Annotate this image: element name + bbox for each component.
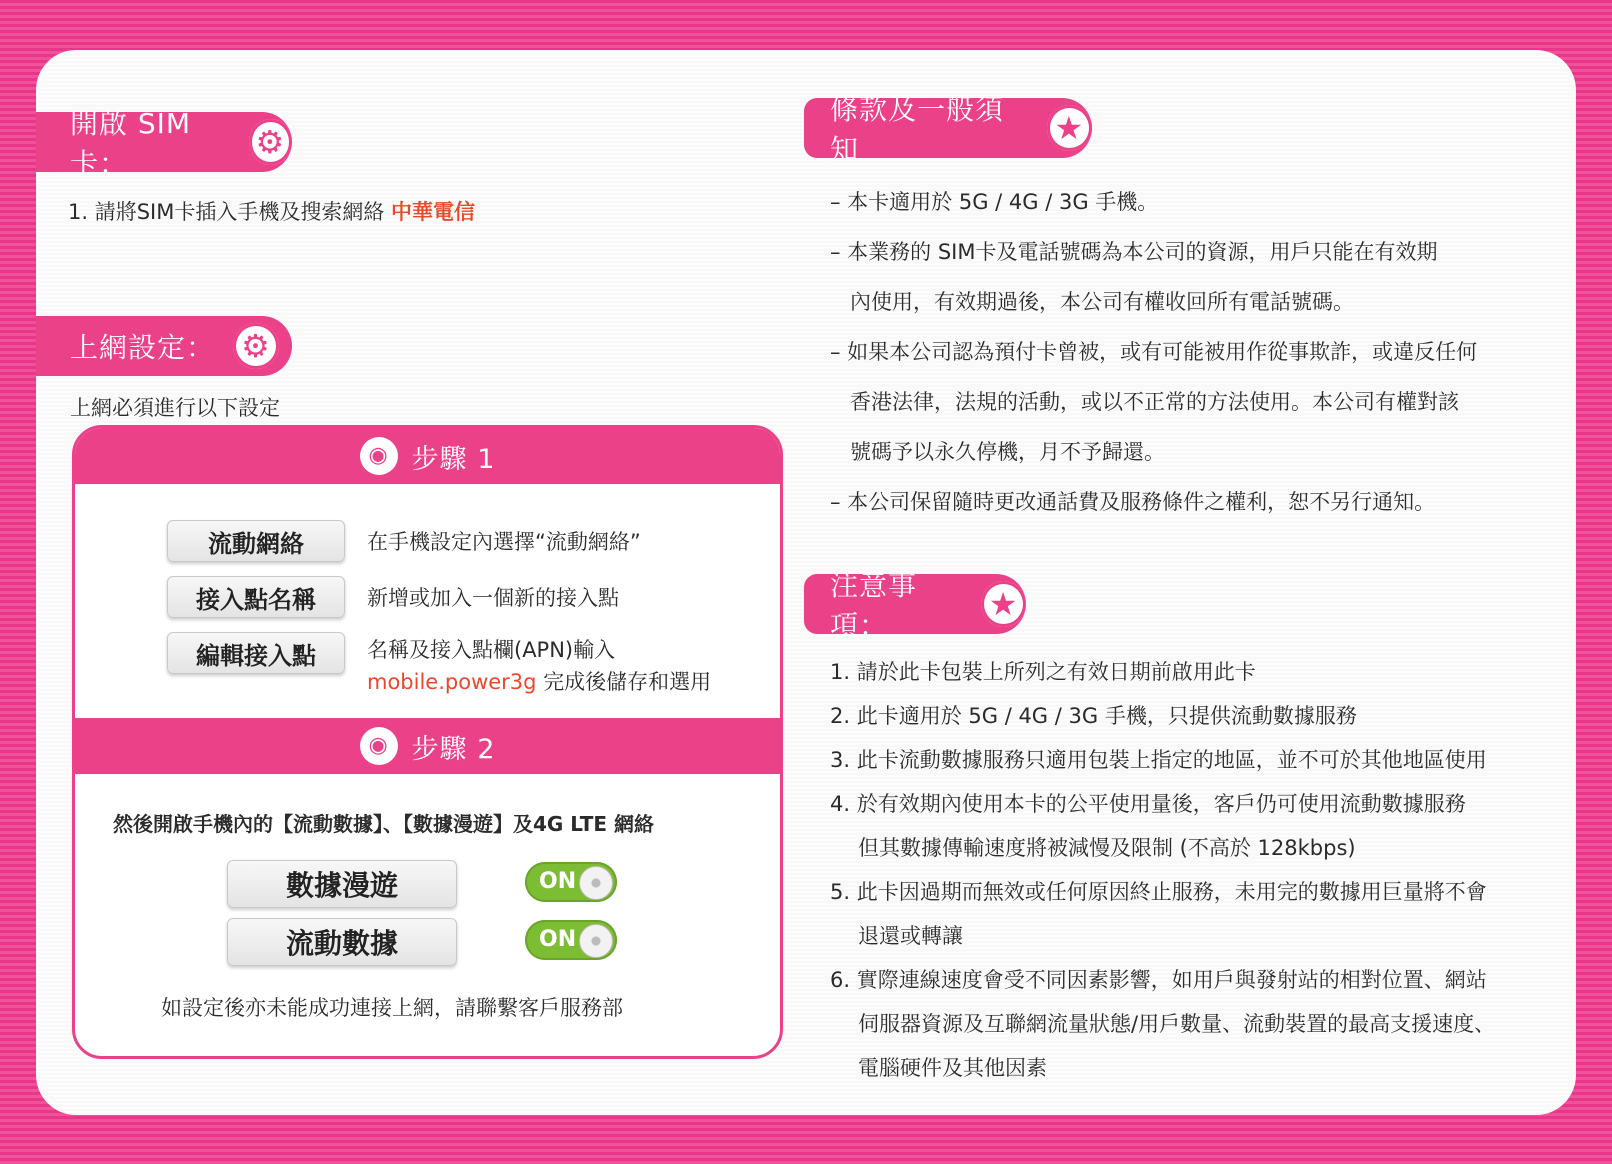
sim-activation-header <box>36 107 292 180</box>
toggle-knob <box>579 924 613 958</box>
notes-line: 電腦硬件及其他因素 <box>858 1056 1047 1080</box>
mobile-network-desc: 在手機設定內選擇“流動網絡” <box>367 530 641 554</box>
toggle-state: ON <box>539 869 577 894</box>
sim-step-label: 1. 請將SIM卡插入手機及搜索網絡 <box>68 200 385 224</box>
step1-bar <box>75 428 780 484</box>
terms-header <box>804 93 1092 166</box>
toggle-state: ON <box>539 927 577 952</box>
toggle-knob <box>579 866 613 900</box>
gear-icon: ⚙ <box>233 323 279 369</box>
terms-title: 條款及一般須知 <box>830 93 1005 166</box>
support-footer: 如設定後亦未能成功連接上網，請聯繫客戶服務部 <box>161 996 623 1020</box>
notes-line: 4. 於有效期內使用本卡的公平使用量後，客戶仍可使用流動數據服務 <box>830 792 1466 816</box>
star-icon: ★ <box>1047 105 1092 151</box>
sim-activation-title: 開啟 SIM卡： <box>70 107 192 180</box>
apn-value-line <box>367 666 711 696</box>
eye-icon: ◉ <box>360 727 398 765</box>
terms-line: – 本卡適用於 5G / 4G / 3G 手機。 <box>830 190 1159 214</box>
data-roaming-label-button: 數據漫遊 <box>227 860 457 908</box>
terms-line: 號碼予以永久停機，月不予歸還。 <box>850 440 1165 464</box>
step2-title: 步驟 2 <box>411 733 496 765</box>
carrier-name: 中華電信 <box>391 200 476 224</box>
apn-value: mobile.power3g <box>367 670 537 694</box>
step2-bar <box>75 718 780 774</box>
apn-suffix: 完成後儲存和選用 <box>543 670 712 694</box>
network-settings-header <box>36 316 292 376</box>
mobile-network-button[interactable]: 流動網絡 <box>167 520 345 562</box>
step2-instruction: 然後開啟手機內的【流動數據】、【數據漫遊】及4G LTE 網絡 <box>113 812 654 836</box>
edit-apn-desc: 名稱及接入點欄(APN)輸入 <box>367 638 616 662</box>
star-icon: ★ <box>981 581 1026 627</box>
data-roaming-toggle[interactable] <box>525 862 617 902</box>
notes-line: 1. 請於此卡包裝上所列之有效日期前啟用此卡 <box>830 660 1256 684</box>
notes-header <box>804 569 1026 642</box>
terms-line: – 如果本公司認為預付卡曾被，或有可能被用作從事欺詐，或違反任何 <box>830 340 1478 364</box>
network-settings-title: 上網設定： <box>70 331 216 364</box>
sim-step-text <box>68 196 475 226</box>
notes-line: 伺服器資源及互聯網流量狀態/用戶數量、流動裝置的最高支援速度、 <box>858 1012 1496 1036</box>
mobile-data-toggle[interactable] <box>525 920 617 960</box>
notes-title: 注意事項： <box>830 569 918 642</box>
apn-name-button[interactable]: 接入點名稱 <box>167 576 345 618</box>
terms-line: 香港法律，法規的活動，或以不正常的方法使用。本公司有權對該 <box>850 390 1459 414</box>
terms-line: – 本業務的 SIM卡及電話號碼為本公司的資源，用戶只能在有效期 <box>830 240 1438 264</box>
apn-name-desc: 新增或加入一個新的接入點 <box>367 586 619 610</box>
notes-line: 2. 此卡適用於 5G / 4G / 3G 手機，只提供流動數據服務 <box>830 704 1357 728</box>
step1-title: 步驟 1 <box>411 443 496 475</box>
terms-line: 內使用，有效期過後，本公司有權收回所有電話號碼。 <box>850 290 1354 314</box>
notes-line: 3. 此卡流動數據服務只適用包裝上指定的地區，並不可於其他地區使用 <box>830 748 1487 772</box>
network-intro-text: 上網必須進行以下設定 <box>70 396 280 420</box>
notes-line: 退還或轉讓 <box>858 924 963 948</box>
notes-line: 但其數據傳輸速度將被減慢及限制 (不高於 128kbps) <box>858 836 1356 860</box>
notes-line: 5. 此卡因過期而無效或任何原因終止服務，未用完的數據用巨量將不會 <box>830 880 1487 904</box>
notes-line: 6. 實際連線速度會受不同因素影響，如用戶與發射站的相對位置、網站 <box>830 968 1487 992</box>
terms-line: – 本公司保留隨時更改通話費及服務條件之權利，恕不另行通知。 <box>830 490 1436 514</box>
gear-icon: ⚙ <box>249 119 292 165</box>
mobile-data-label-button: 流動數據 <box>227 918 457 966</box>
steps-panel <box>72 425 783 1059</box>
eye-icon: ◉ <box>360 437 398 475</box>
edit-apn-button[interactable]: 編輯接入點 <box>167 632 345 674</box>
